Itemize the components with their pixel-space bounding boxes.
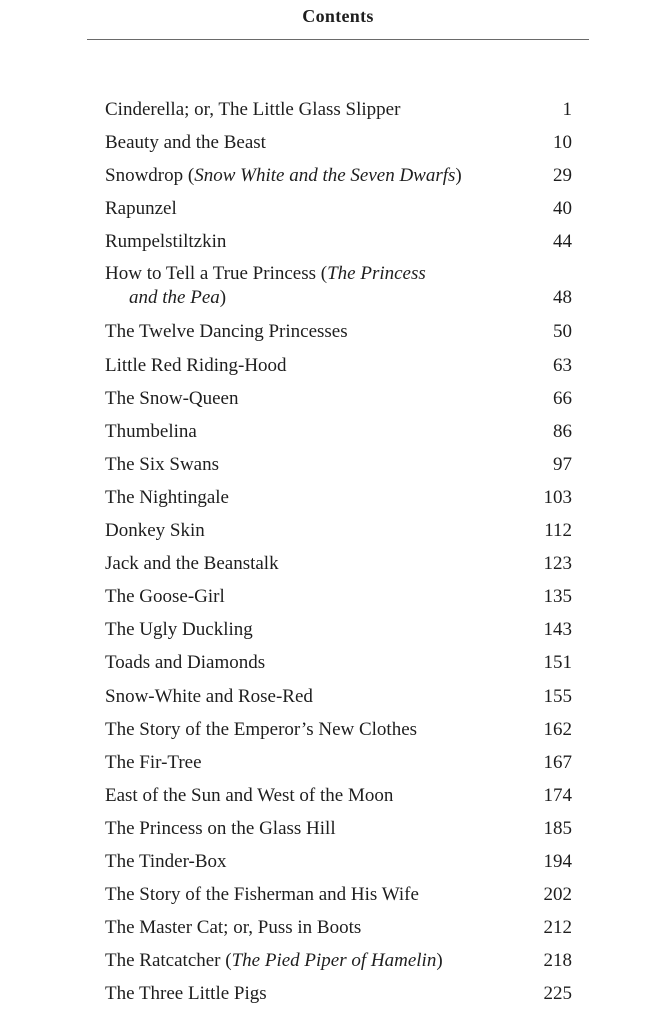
toc-entry-title [105,262,492,286]
toc-entry-title: Rumpelstiltzkin [105,231,227,253]
toc-title-text: Snowdrop ( [105,165,195,187]
toc-entry[interactable] [105,944,572,977]
toc-entry-title: The Six Swans [105,453,219,475]
toc-entry-title: The Story of the Emperor’s New Clothes [105,718,418,740]
toc-entry-title [105,159,492,192]
toc-entry[interactable] [105,646,572,679]
toc-entry-page: 123 [543,553,572,575]
toc-entry[interactable] [105,159,572,192]
toc-entry-page: 86 [553,420,572,442]
toc-entry[interactable] [105,126,572,159]
toc-entry-title: The Nightingale [105,486,229,508]
toc-entry-page: 212 [543,917,572,939]
toc-entry-title: The Snow-Queen [105,387,239,409]
toc-entry-page: 48 [553,287,572,309]
toc-title-italic: The Princess [327,263,426,285]
toc-entry-page: 225 [543,983,572,1005]
toc-entry-page: 194 [543,850,572,872]
toc-entry-title: The Princess on the Glass Hill [105,817,336,839]
toc-entry-page: 185 [543,817,572,839]
toc-entry-page: 174 [543,784,572,806]
toc-entry-title: The Twelve Dancing Princesses [105,321,348,343]
toc-entry-title: The Ugly Duckling [105,619,253,641]
toc-entry[interactable] [105,845,572,878]
toc-title-text: ) [455,165,462,187]
toc-entry[interactable] [105,547,572,580]
toc-entry[interactable] [105,580,572,613]
toc-title-text: ) [219,287,227,309]
toc-entry[interactable] [105,746,572,779]
toc-entry[interactable] [105,878,572,911]
toc-entry-page: 202 [543,884,572,906]
toc-title-italic: and the Pea [129,287,220,309]
toc-entry-title: Donkey Skin [105,520,205,542]
toc-entry[interactable] [105,713,572,746]
toc-entry-page: 112 [544,520,572,542]
toc-entry-title: Toads and Diamonds [105,652,266,674]
toc-entry[interactable] [105,382,572,415]
toc-entry-page: 155 [543,685,572,707]
toc-entry-title [105,944,492,977]
toc-entry-title: The Story of the Fisherman and His Wife [105,884,419,906]
toc-title-italic: Snow White and the Seven Dwarfs [194,165,456,187]
toc-entry-title: Little Red Riding-Hood [105,354,287,376]
toc-entry-title: The Master Cat; or, Puss in Boots [105,917,362,939]
toc-entry-page: 1 [562,99,572,120]
toc-entry[interactable] [105,258,572,315]
toc-title-italic: The Pied Piper of Hamelin [231,950,437,972]
page-title: Contents [302,6,374,26]
toc-entry-title: The Fir-Tree [105,751,202,773]
toc-entry-title: East of the Sun and West of the Moon [105,784,394,806]
toc-entry[interactable] [105,448,572,481]
toc-entry[interactable] [105,779,572,812]
toc-entry-page: 40 [553,198,572,220]
toc-entry-title: The Tinder-Box [105,850,227,872]
toc-entry[interactable] [105,812,572,845]
toc-entry-title: The Three Little Pigs [105,983,267,1005]
toc-entry-page: 167 [543,751,572,773]
toc-entry-page: 97 [553,453,572,475]
toc-entry[interactable] [105,225,572,258]
toc-title-text: How to Tell a True Princess ( [105,263,328,285]
toc-entry-page: 29 [553,165,572,187]
toc-entry-title: Snow-White and Rose-Red [105,685,313,707]
toc-entry-title: Rapunzel [105,198,177,220]
toc-entry-page: 103 [543,486,572,508]
toc-entry[interactable] [105,680,572,713]
toc-entry-page: 143 [543,619,572,641]
toc-entry-page: 218 [543,950,572,972]
toc-entry[interactable] [105,977,572,1010]
toc-entry[interactable] [105,349,572,382]
toc-entry[interactable] [105,93,572,126]
toc-entry[interactable] [105,514,572,547]
toc-entry-title-continuation [105,286,492,310]
table-of-contents [105,93,572,1010]
toc-entry[interactable] [105,481,572,514]
toc-entry-title: Beauty and the Beast [105,132,266,154]
toc-entry-page: 63 [553,354,572,376]
toc-entry-page: 44 [553,231,572,253]
toc-entry[interactable] [105,415,572,448]
toc-entry[interactable] [105,613,572,646]
page-header [87,0,589,40]
toc-entry[interactable] [105,911,572,944]
toc-entry-page: 50 [553,321,572,343]
toc-entry-title: Cinderella; or, The Little Glass Slipper [105,99,401,120]
toc-entry-page: 10 [553,132,572,154]
toc-entry-title: Thumbelina [105,420,197,442]
toc-title-text: ) [436,950,443,972]
toc-entry-page: 66 [553,387,572,409]
toc-entry-title: The Goose-Girl [105,586,225,608]
toc-title-text: The Ratcatcher ( [105,950,232,972]
toc-entry[interactable] [105,192,572,225]
toc-entry-page: 162 [543,718,572,740]
toc-entry-title: Jack and the Beanstalk [105,553,279,575]
toc-entry-page: 135 [543,586,572,608]
toc-entry-page: 151 [543,652,572,674]
toc-entry[interactable] [105,315,572,348]
